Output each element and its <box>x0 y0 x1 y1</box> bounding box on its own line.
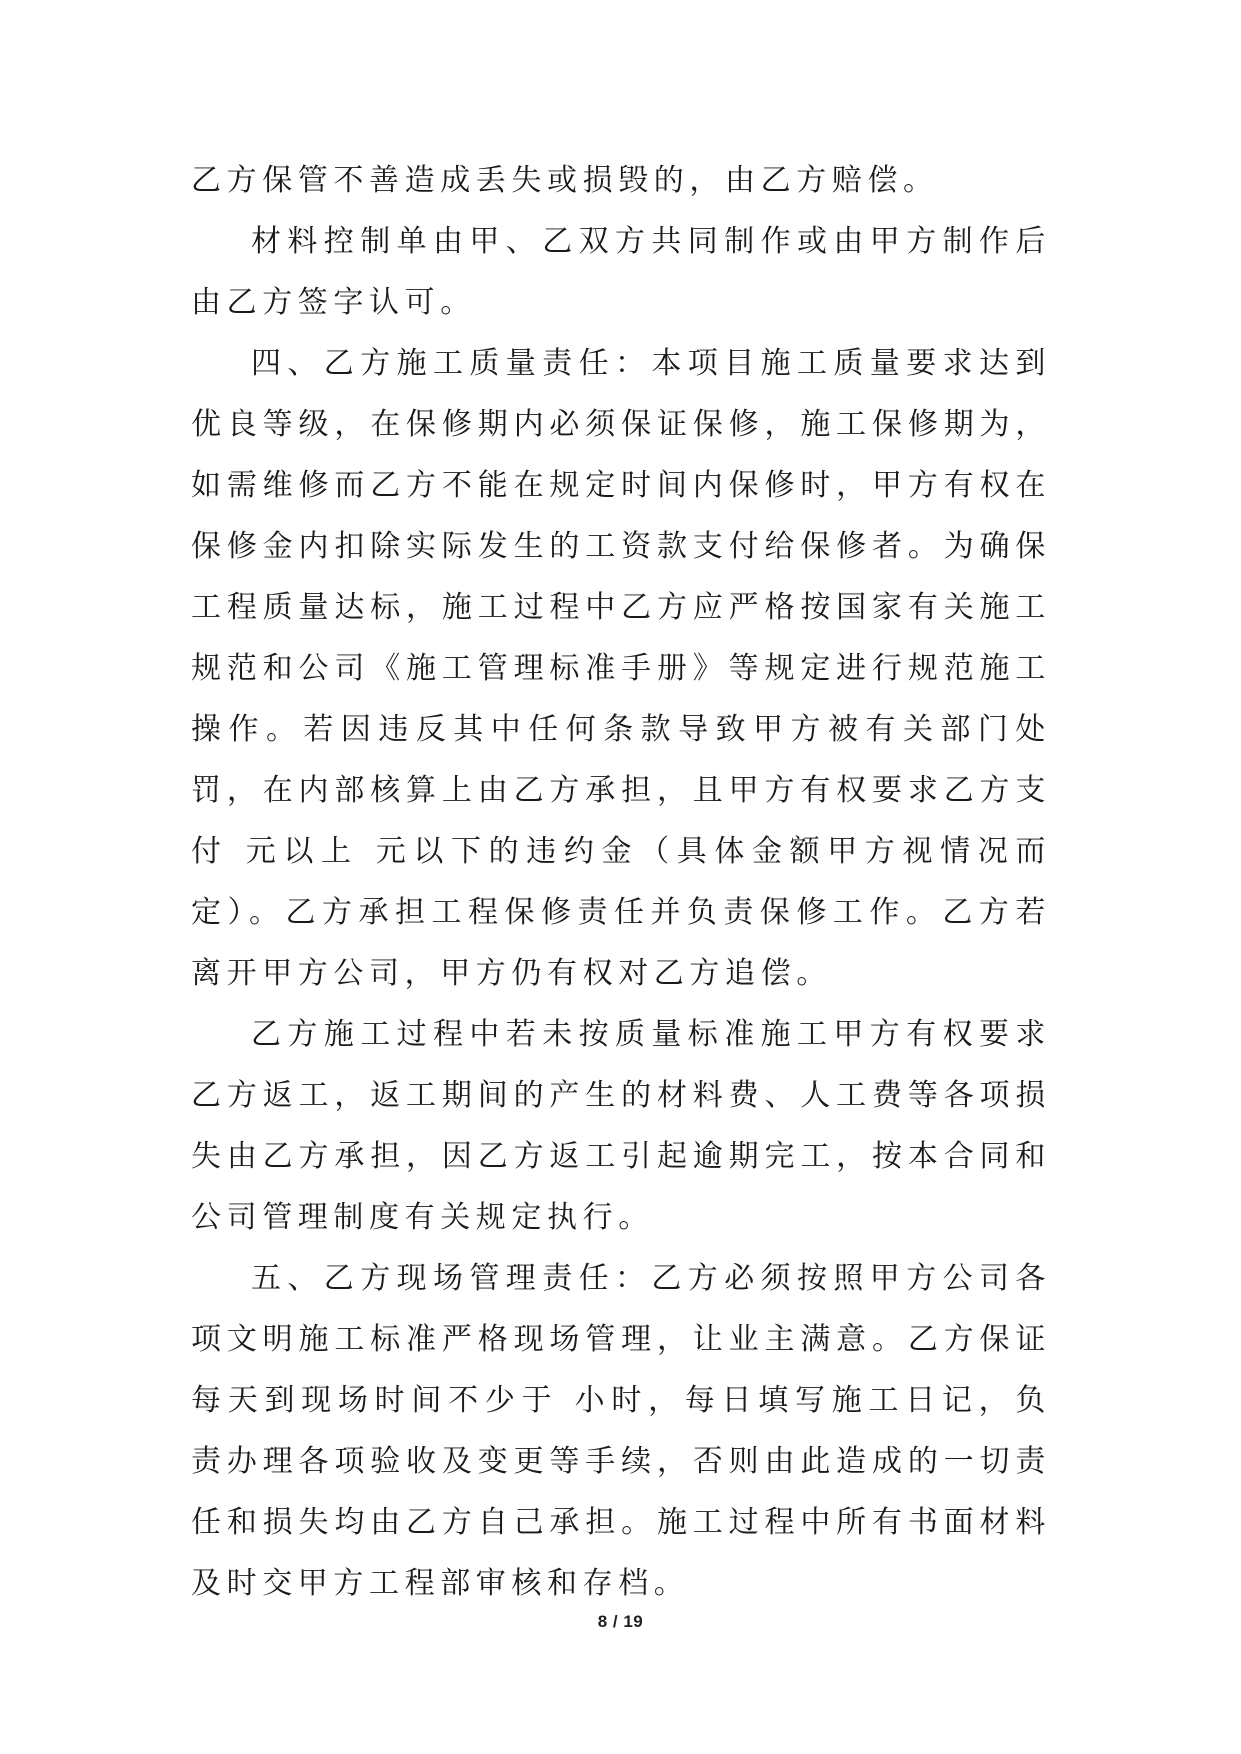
paragraph-2: 材料控制单由甲、乙双方共同制作或由甲方制作后由乙方签字认可。 <box>191 224 1051 320</box>
paragraph-4: 乙方施工过程中若未按质量标准施工甲方有权要求乙方返工，返工期间的产生的材料费、人工费等各项损失由乙方承担，因乙方返工引起逾期完工，按本合同和公司管理制度有关规定执行。 <box>191 1017 1051 1235</box>
page-number: 8 / 19 <box>597 1612 644 1631</box>
paragraph-5: 五、乙方现场管理责任：乙方必须按照甲方公司各项文明施工标准严格现场管理，让业主满意。乙方保证每天到现场时间不少于 小时，每日填写施工日记，负责办理各项验收及变更等手续，否则由此造成的一切责任和损失均由乙方自己承担。施工过程中所有书面材料及时交甲方工程部审核和存档。 <box>191 1261 1051 1601</box>
document-body <box>191 150 1051 1614</box>
paragraph-3: 四、乙方施工质量责任：本项目施工质量要求达到优良等级，在保修期内必须保证保修，施工保修期为，如需维修而乙方不能在规定时间内保修时，甲方有权在保修金内扣除实际发生的工资款支付给保修者。为确保工程质量达标，施工过程中乙方应严格按国家有关施工规范和公司《施工管理标准手册》等规定进行规范施工操作。若因违反其中任何条款导致甲方被有关部门处罚，在内部核算上由乙方承担，且甲方有权要求乙方支付 元以上 元以下的违约金（具体金额甲方视情况而定）。乙方承担工程保修责任并负责保修工作。乙方若离开甲方公司，甲方仍有权对乙方追偿。 <box>191 346 1051 991</box>
paragraph-1: 乙方保管不善造成丢失或损毁的，由乙方赔偿。 <box>191 163 939 198</box>
